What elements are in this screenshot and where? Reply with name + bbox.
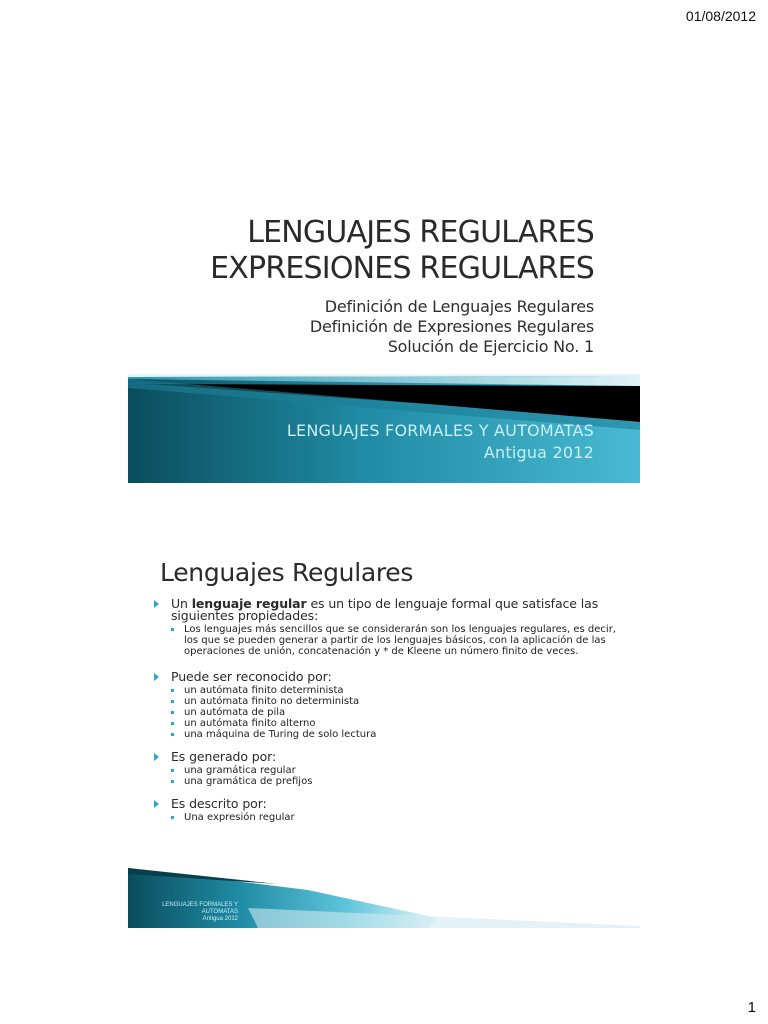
slide1-footer-line: Antigua 2012 bbox=[483, 443, 594, 462]
slide1-subtitle-line: Definición de Expresiones Regulares bbox=[309, 317, 594, 336]
square-bullet-icon bbox=[171, 689, 174, 692]
sub-item-text: una máquina de Turing de solo lectura bbox=[184, 729, 377, 740]
square-bullet-icon bbox=[171, 711, 174, 714]
slide1-subtitle-line: Solución de Ejercicio No. 1 bbox=[387, 337, 594, 356]
slide1-subtitle bbox=[128, 297, 594, 357]
bullet-text: Puede ser reconocido por: bbox=[171, 669, 332, 684]
title-slide bbox=[128, 215, 640, 483]
sub-item-text: una gramática regular bbox=[184, 765, 296, 776]
sub-item-text: Los lenguajes más sencillos que se considerarán son los lenguajes regulares, es decir, los que se pueden generar a partir de los lenguajes básicos, con la aplicación de las operaciones de unión, concatenación y * de Kleene un número finito de veces. bbox=[184, 624, 616, 657]
sub-item-text: un autómata finito determinista bbox=[184, 685, 344, 696]
sub-item bbox=[152, 707, 622, 718]
square-bullet-icon bbox=[171, 628, 174, 631]
square-bullet-icon bbox=[171, 733, 174, 736]
square-bullet-icon bbox=[171, 700, 174, 703]
bullet-arrow-icon bbox=[154, 800, 159, 808]
bullet-arrow-icon bbox=[154, 600, 159, 608]
content-slide bbox=[128, 544, 640, 928]
slide1-title bbox=[128, 215, 594, 287]
slide1-title-line: LENGUAJES REGULARES bbox=[247, 215, 594, 250]
sub-item bbox=[152, 729, 622, 740]
bullet-item bbox=[152, 798, 622, 810]
sub-item-text: un autómata finito alterno bbox=[184, 718, 316, 729]
slide2-footer-line: AUTOMATAS bbox=[201, 909, 238, 915]
sub-item bbox=[152, 718, 622, 729]
sub-list bbox=[152, 685, 622, 740]
square-bullet-icon bbox=[171, 769, 174, 772]
bullet-text-suffix: es un tipo de lenguaje formal que satisface las siguientes propiedades: bbox=[171, 596, 599, 623]
page-number: 1 bbox=[747, 999, 756, 1016]
slide2-footer-line: LENGUAJES FORMALES Y bbox=[162, 902, 238, 908]
bullet-text-bold: lenguaje regular bbox=[191, 596, 307, 611]
slide1-footer bbox=[128, 420, 594, 464]
sub-item bbox=[152, 776, 622, 787]
sub-item-text: un autómata de pila bbox=[184, 707, 286, 718]
sub-item-text: Una expresión regular bbox=[184, 812, 295, 823]
slide2-bullet-list bbox=[152, 598, 622, 823]
sub-item bbox=[152, 765, 622, 776]
sub-list bbox=[152, 765, 622, 787]
bullet-text: Es generado por: bbox=[171, 749, 277, 764]
bullet-text: Es descrito por: bbox=[171, 796, 267, 811]
sub-item bbox=[152, 696, 622, 707]
sub-item bbox=[152, 624, 622, 657]
bullet-item bbox=[152, 671, 622, 683]
slide2-footer bbox=[128, 902, 238, 923]
square-bullet-icon bbox=[171, 780, 174, 783]
slide1-subtitle-line: Definición de Lenguajes Regulares bbox=[324, 297, 594, 316]
bullet-item bbox=[152, 751, 622, 763]
square-bullet-icon bbox=[171, 722, 174, 725]
sub-item-text: un autómata finito no determinista bbox=[184, 696, 360, 707]
sub-list bbox=[152, 812, 622, 823]
bullet-item bbox=[152, 598, 622, 622]
slide1-footer-line: LENGUAJES FORMALES Y AUTOMATAS bbox=[286, 421, 594, 440]
bullet-arrow-icon bbox=[154, 753, 159, 761]
slide2-footer-line: Antigua 2012 bbox=[202, 916, 238, 922]
bullet-text-prefix: Un bbox=[171, 596, 192, 611]
sub-item-text: una gramática de prefijos bbox=[184, 776, 313, 787]
sub-item bbox=[152, 685, 622, 696]
square-bullet-icon bbox=[171, 816, 174, 819]
slide2-title: Lenguajes Regulares bbox=[160, 558, 414, 587]
sub-list bbox=[152, 624, 622, 657]
page-date: 01/08/2012 bbox=[685, 8, 756, 24]
sub-item bbox=[152, 812, 622, 823]
slide1-title-line: EXPRESIONES REGULARES bbox=[210, 251, 594, 286]
bullet-arrow-icon bbox=[154, 673, 159, 681]
